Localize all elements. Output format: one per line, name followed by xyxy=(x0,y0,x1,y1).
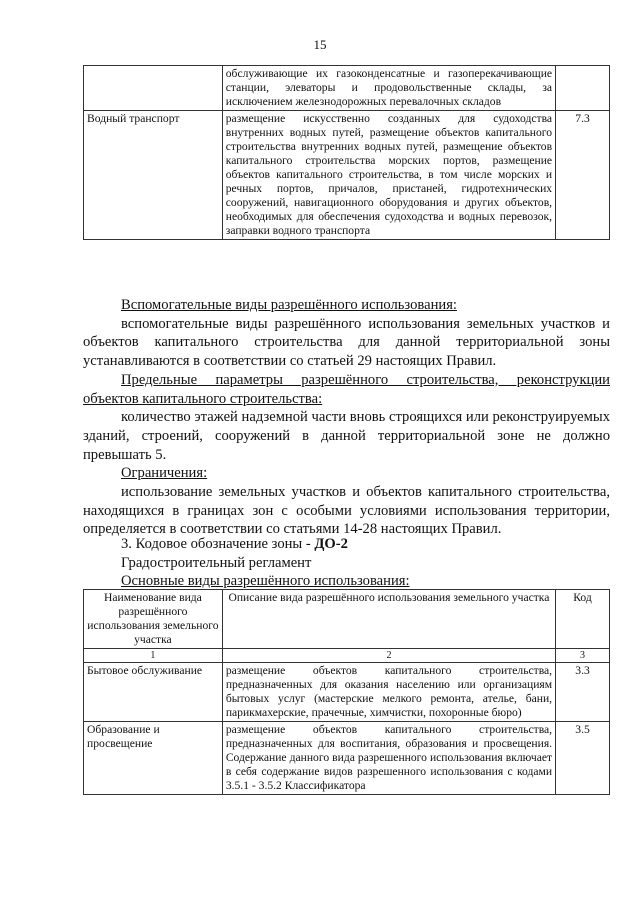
use-name-cell: Водный транспорт xyxy=(84,111,223,240)
use-code-cell xyxy=(556,66,610,111)
use-name-cell: Бытовое обслуживание xyxy=(84,663,223,722)
table-row xyxy=(84,722,610,795)
column-number: 3 xyxy=(556,649,610,663)
use-description-cell: размещение объектов капитального строительства, предназначенных для оказания населению или организациям бытовых услуг (мастерские мелкого ремонта, ателье, бани, парикмахерские, прачечные, химчистки, похоронные бюро) xyxy=(222,663,555,722)
zone-regulation: Градостроительный регламент xyxy=(121,554,312,571)
table-row xyxy=(84,663,610,722)
zone-title-prefix: 3. Кодовое обозначение зоны - xyxy=(121,536,315,552)
header-description: Описание вида разрешённого использования земельного участка xyxy=(222,590,555,649)
table-row xyxy=(84,66,610,111)
limit-parameters-heading: Предельные параметры разрешённого строительства, реконструкции объектов капитального строительства: xyxy=(83,371,610,407)
use-description-cell: размещение объектов капитального строительства, предназначенных для воспитания, образования и просвещения. Содержание данного вида разрешенного использования включает в себя содержание видов разрешенного использования с кодами 3.5.1 - 3.5.2 Классификатора xyxy=(222,722,555,795)
restrictions-text: использование земельных участков и объектов капитального строительства, находящихся в границах зон с особыми условиями использования территории, определяется в соответствии со статьями 14-28 настоящих Правил. xyxy=(83,484,610,538)
use-description-cell: обслуживающие их газоконденсатные и газоперекачивающие станции, элеваторы и продовольственные склады, за исключением железнодорожных перевалочных складов xyxy=(222,66,555,111)
use-code-cell: 3.5 xyxy=(556,722,610,795)
zone-title xyxy=(83,535,610,554)
use-description-cell: размещение искусственно созданных для судоходства внутренних водных путей, размещение объектов капитального строительства внутренних водных путей, размещение объектов капитального строительства морских портов, размещение объектов капитального строительства, в том числе морских и речных портов, причалов, пристаней, гидротехнических сооружений, навигационного оборудования и других объектов, необходимых для обеспечения судоходства и водных перевозок, заправки водного транспорта xyxy=(222,111,555,240)
use-code-cell: 3.3 xyxy=(556,663,610,722)
permitted-use-table-continued xyxy=(83,65,610,240)
zone-code: ДО-2 xyxy=(314,536,348,552)
zone-section xyxy=(83,535,610,591)
use-name-cell: Образование и просвещение xyxy=(84,722,223,795)
page-number: 15 xyxy=(313,37,327,52)
table-header-row xyxy=(84,590,610,649)
column-number: 2 xyxy=(222,649,555,663)
limit-parameters-text: количество этажей надземной части вновь строящихся или реконструируемых зданий, строений, сооружений в данной территориальной зоне не должно превышать 5. xyxy=(83,409,610,463)
use-name-cell xyxy=(84,66,223,111)
column-number-row xyxy=(84,649,610,663)
main-permitted-uses-table xyxy=(83,589,610,795)
auxiliary-uses-text: вспомогательные виды разрешённого использования земельных участков и объектов капитального строительства для данной территориальной зоны устанавливаются в соответствии со статьей 29 настоящих Правил. xyxy=(83,315,610,370)
auxiliary-uses-heading: Вспомогательные виды разрешённого использования: xyxy=(121,297,457,313)
table-row xyxy=(84,111,610,240)
column-number: 1 xyxy=(84,649,223,663)
use-code-cell: 7.3 xyxy=(556,111,610,240)
restrictions-heading: Ограничения: xyxy=(121,465,208,482)
header-name: Наименование вида разрешённого использования земельного участка xyxy=(84,590,223,649)
header-code: Код xyxy=(556,590,610,649)
main-uses-heading: Основные виды разрешённого использования: xyxy=(121,573,410,590)
auxiliary-uses-section xyxy=(83,296,610,539)
